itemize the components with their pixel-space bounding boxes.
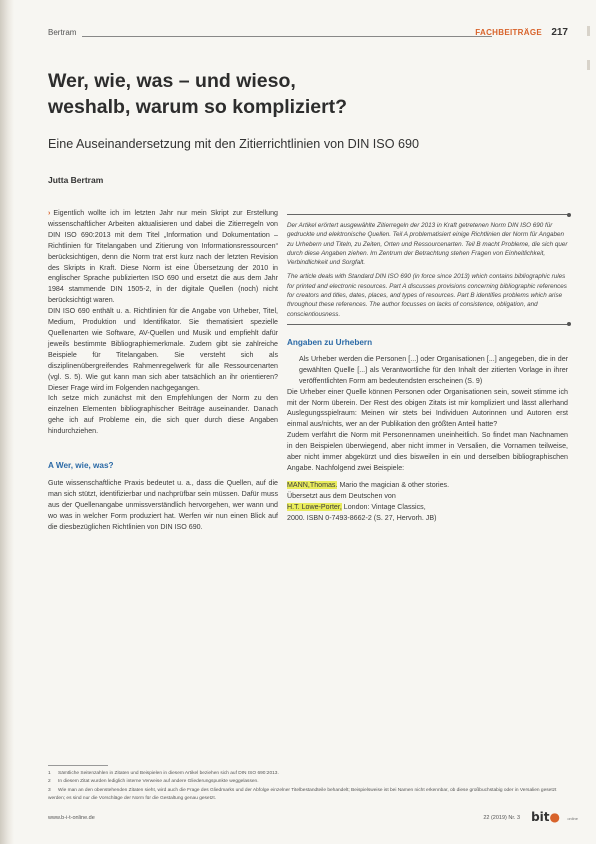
arrow-icon: › bbox=[48, 209, 51, 217]
title-line-1: Wer, wie, was – und wieso, bbox=[48, 70, 296, 92]
page-fold-shadow bbox=[0, 0, 14, 844]
example-reference: MANN,Thomas. Mario the magician & other stories. Übersetzt aus dem Deutschen von H.T. Lowe-Porter, London: Vintage Classics, 2000. ISBN 0-7493-8662-2 (S. 27, Hervorh. JB) bbox=[287, 480, 450, 522]
section-heading-urheber: Angaben zu Urhebern bbox=[287, 338, 373, 347]
header-rule bbox=[82, 36, 492, 37]
footer-url[interactable]: www.b-i-t-online.de bbox=[48, 815, 95, 821]
footnote: 3 Wie man an den obenstehenden Zitaten sieht, wird auch die Frage des Gliedmarks und der Abfolge einzelner Titelbestandteile behandelt; Beispielsweise ist bei Namen nicht erkennbar, ob diese großbuchstabig oder in Versalien gesetzt werden; es sind nur die Vorschläge der Norm für die Gestaltung genau gesetzt. bbox=[48, 787, 557, 802]
left-column bbox=[48, 208, 278, 532]
page-number: 217 bbox=[551, 27, 568, 38]
right-column bbox=[287, 338, 568, 524]
body-paragraph: Die Urheber einer Quelle können Personen oder Organisationen sein, soweit stimme ich mit der Norm überein. Der Rest des obigen Zitats ist mir kompliziert und lässt allerhand Auslegungsspielraum: Meinen wir stets bei Individuen Autorinnen und Autoren erst einmal aus/nichts, wer an der Publikation den größten Anteil hatte? bbox=[287, 387, 568, 429]
highlighted-name: MANN,Thomas. bbox=[287, 480, 338, 489]
footer-issue: 22 (2019) Nr. 3 bbox=[483, 815, 520, 821]
norm-quote: Als Urheber werden die Personen [...] oder Organisationen [...] angegeben, die in der gewählten Quelle [...] als Verantwortliche für den Inhalt der zitierten Vorlage in ihrer veröffentlichten Form am bedeutendsten erscheinen (S. 9) bbox=[299, 354, 568, 385]
body-paragraph: Zudem verfährt die Norm mit Personennamen uneinheitlich. So findet man Nachnamen in den Beispielen überwiegend, aber nicht immer in Versalien, die Vornamen teilweise, aber nicht immer abgekürzt und dies bisweilen in ein und derselben bibliographischen Angabe. Nachfolgend zwei Beispiele: bbox=[287, 431, 568, 472]
footnotes bbox=[48, 770, 568, 804]
body-paragraph: Gute wissenschaftliche Praxis bedeutet u. a., dass die Quellen, auf die man sich stützt, identifizierbar und nachprüfbar sein müssen. Dafür muss aus der Quellenangabe unmissverständlich hervorgehen, wer wann und wo was in welcher Form produziert hat. Werfen wir nun einen Blick auf die diesbezüglichen Richtlinien von DIN ISO 690. bbox=[48, 478, 278, 531]
running-header-author: Bertram bbox=[48, 28, 77, 37]
intro-paragraph: › Eigentlich wollte ich im letzten Jahr nur mein Skript zur Erstellung wissenschaftlicher Arbeiten aktualisieren und dabei die Zitierregeln von DIN ISO 690:2013 mit dem Titel „Information und Dokumentation – Richtlinien für Titelangaben und Zitierung von Informationsressourcen“ berücksichtigen, denn die Norm trat erst kurz nach der letzten Revision des Skripts in Kraft. Diese Norm ist eine Übersetzung der 2010 in englischer Sprache publizierten ISO 690 und ersetzt die aus dem Jahr 1984 stammende DIN 1505-2, in der digitale Quellen (noch) nicht berücksichtigt waren. bbox=[48, 209, 278, 305]
bit-logo-sub: online bbox=[567, 816, 578, 821]
abstract-bottom-rule bbox=[287, 324, 568, 325]
page-edge-mark bbox=[587, 26, 590, 36]
abstract-box bbox=[287, 214, 568, 325]
abstract-german: Der Artikel erörtert ausgewählte Zitierregeln der 2013 in Kraft getretenen Norm DIN ISO 690 für gedruckte und elektronische Quellen. Teil A problematisiert einige Richtlinien der Norm für Angaben zu Urhebern und Titeln, zu Zeiten, Orten und Ressourcenarten. Teil B macht Probleme, die sich quer durch diese Angaben ziehen. Im Zentrum der Betrachtung stehen Fragen von Einheitlichkeit, Verbindlichkeit und Sorgfalt. bbox=[287, 222, 568, 267]
article-author: Jutta Bertram bbox=[48, 175, 104, 185]
footnote: 2 In diesem Zitat wurden lediglich interne Verweise auf andere Gliederungspunkte weggelassen. bbox=[48, 779, 259, 785]
bit-logo: bit● bbox=[531, 810, 560, 824]
highlighted-name: H.T. Lowe-Porter, bbox=[287, 502, 342, 511]
footnote: 1 Sämtliche Seitenzahlen in Zitaten und Beispielen in diesem Artikel beziehen sich auf DIN ISO 690:2013. bbox=[48, 771, 279, 776]
abstract-english: The article deals with Standard DIN ISO 690 (in force since 2013) which contains bibliographic rules for printed and electronic resources. Part A discusses provisions concerning bibliographic references for creators and titles, dates, places, and types of resources. Part B identifies problems which arise throughout these references. The author focusses on lacks of consistence, obligation, and conscientiousness. bbox=[287, 273, 567, 318]
abstract-top-rule bbox=[287, 214, 568, 215]
title-line-2: weshalb, warum so kompliziert? bbox=[48, 96, 348, 118]
page-edge-mark bbox=[587, 60, 590, 70]
body-paragraph: Ich setze mich zunächst mit den Empfehlungen der Norm zu den einzelnen Elementen bibliographischer Beiträge auseinander. Danach gehe ich auf Probleme ein, die sich quer durch diese Angaben hindurchziehen. bbox=[48, 394, 278, 436]
section-heading-a: A Wer, wie, was? bbox=[48, 461, 114, 471]
running-header bbox=[48, 27, 580, 41]
body-paragraph: DIN ISO 690 enthält u. a. Richtlinien für die Angabe von Urheber, Titel, Medium, Produktion und Identifikator. Sie thematisiert spezielle Quellenarten wie Software, AV-Quellen und Musik und empfiehlt dafür jeweils bestimmte Bibliographiemerkmale. Zudem gibt sie zahlreiche Beispiele für Titelangaben. Sie versteht sich als disziplinenübergreifendes Rahmenregelwerk für alle Ressourcenarten (vgl. S. 5). Wie gut kann man sich aber tatsächlich an ihr orientieren? Dieser Frage wird im Folgenden nachgegangen. bbox=[48, 307, 278, 392]
article-title bbox=[48, 68, 568, 120]
section-label: FACHBEITRÄGE bbox=[475, 28, 542, 37]
footnote-rule bbox=[48, 765, 108, 766]
page-footer bbox=[48, 812, 578, 826]
article-subtitle: Eine Auseinandersetzung mit den Zitierrichtlinien von DIN ISO 690 bbox=[48, 137, 420, 151]
